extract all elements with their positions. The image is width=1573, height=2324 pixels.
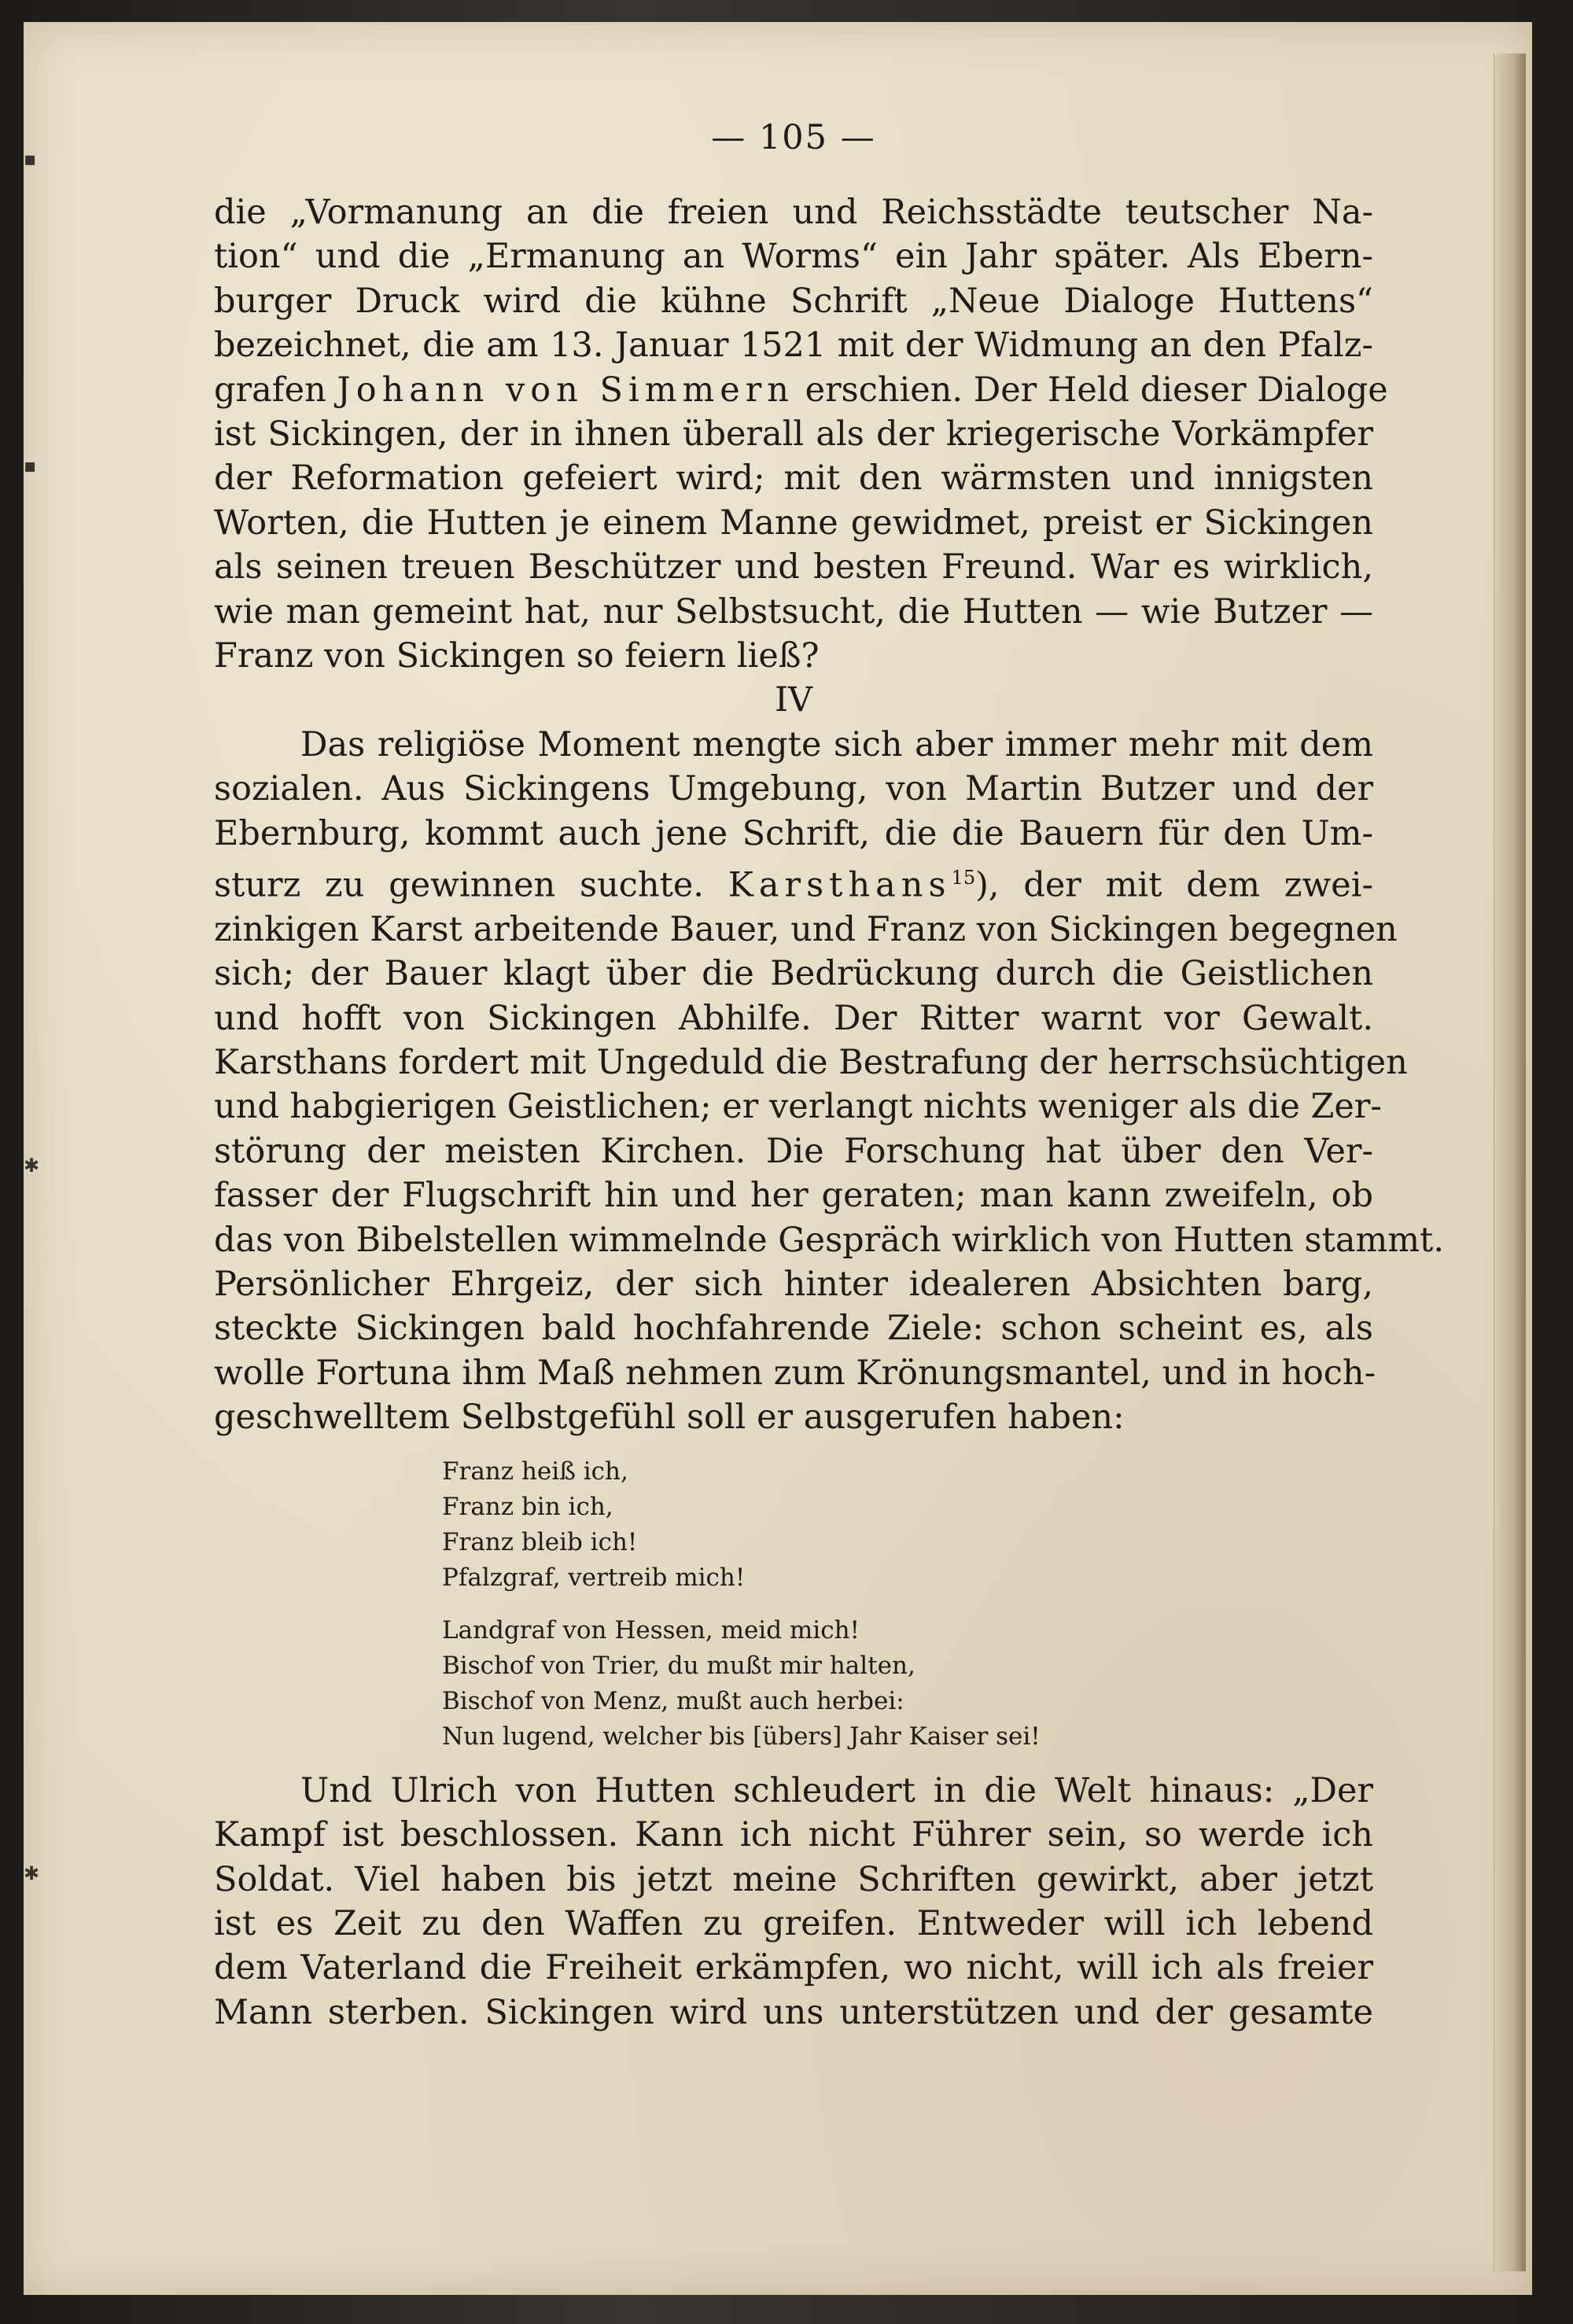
text-segment: erschien. Der Held dieser Dialoge bbox=[805, 370, 1388, 410]
text-segment: grafen bbox=[214, 370, 326, 410]
text-line: fasser der Flugschrift hin und her geraten; man kann zweifeln, ob bbox=[214, 1176, 1373, 1216]
verse-line: Nun lugend, welcher bis [übers] Jahr Kaiser sei! bbox=[442, 1722, 1041, 1751]
text-line: der Reformation gefeiert wird; mit den wärmsten und innigsten bbox=[214, 459, 1373, 499]
text-line: Franz von Sickingen so feiern ließ? bbox=[214, 636, 820, 676]
text-line: Kampf ist beschlossen. Kann ich nicht Führer sein, so werde ich bbox=[214, 1815, 1373, 1855]
text-line: tion“ und die „Ermanung an Worms“ ein Jahr später. Als Ebern- bbox=[214, 237, 1373, 277]
text-line: störung der meisten Kirchen. Die Forschung hat über den Ver- bbox=[214, 1131, 1373, 1171]
text-line: Worten, die Hutten je einem Manne gewidmet, preist er Sickingen bbox=[214, 503, 1373, 543]
binding-mark: ✱ bbox=[24, 1862, 40, 1884]
page-edge-stack bbox=[1494, 53, 1526, 2271]
paragraph-1 bbox=[214, 190, 1388, 678]
text-line: ist es Zeit zu den Waffen zu greifen. Entweder will ich lebend bbox=[214, 1903, 1373, 1943]
page-number: — 105 — bbox=[711, 118, 876, 157]
text-line: Karsthans fordert mit Ungeduld die Bestrafung der herrschsüchtigen bbox=[214, 1043, 1408, 1083]
binding-mark: ✱ bbox=[24, 1155, 40, 1177]
text-line: ist Sickingen, der in ihnen überall als der kriegerische Vorkämpfer bbox=[214, 414, 1373, 455]
text-line: Ebernburg, kommt auch jene Schrift, die die Bauern für den Um- bbox=[214, 813, 1373, 853]
paragraph-3 bbox=[214, 1769, 1373, 2035]
text-line: die „Vormanung an die freien und Reichsstädte teutscher Na- bbox=[214, 193, 1373, 232]
text-line: dem Vaterland die Freiheit erkämpfen, wo nicht, will ich als freier bbox=[214, 1948, 1373, 1988]
text-line: geschwelltem Selbstgefühl soll er ausgerufen haben: bbox=[214, 1398, 1125, 1438]
text-line: Und Ulrich von Hutten schleudert in die Welt hinaus: „Der bbox=[300, 1770, 1373, 1810]
text-line: Das religiöse Moment mengte sich aber immer mehr mit dem bbox=[300, 724, 1373, 764]
binding-mark: ▪ bbox=[24, 148, 37, 170]
text-line: sozialen. Aus Sickingens Umgebung, von Martin Butzer und der bbox=[214, 769, 1373, 809]
text-line: wolle Fortuna ihm Maß nehmen zum Krönungsmantel, und in hoch- bbox=[214, 1353, 1376, 1393]
spaced-name: Karsthans bbox=[728, 865, 952, 905]
section-heading: IV bbox=[774, 680, 813, 720]
verse-line: Landgraf von Hessen, meid mich! bbox=[442, 1615, 860, 1644]
footnote-ref: 15 bbox=[951, 867, 976, 889]
verse-line: Franz bin ich, bbox=[442, 1492, 613, 1521]
text-line bbox=[214, 856, 1373, 908]
verse-block bbox=[442, 1454, 1373, 1755]
text-line: Persönlicher Ehrgeiz, der sich hinter idealeren Absichten barg, bbox=[214, 1265, 1373, 1305]
text-line: als seinen treuen Beschützer und besten Freund. War es wirklich, bbox=[214, 547, 1373, 587]
text-line: das von Bibelstellen wimmelnde Gespräch wirklich von Hutten stammt. bbox=[214, 1220, 1444, 1260]
text-line: und hofft von Sickingen Abhilfe. Der Ritter warnt vor Gewalt. bbox=[214, 998, 1373, 1038]
text-line: Soldat. Viel haben bis jetzt meine Schriften gewirkt, aber jetzt bbox=[214, 1859, 1373, 1899]
text-line: sich; der Bauer klagt über die Bedrückung durch die Geistlichen bbox=[214, 954, 1373, 994]
text-line: und habgierigen Geistlichen; er verlangt nichts weniger als die Zer- bbox=[214, 1087, 1382, 1127]
binding-mark: ▪ bbox=[24, 455, 37, 477]
paragraph-2 bbox=[214, 723, 1444, 1440]
text-line: steckte Sickingen bald hochfahrende Ziele: schon scheint es, als bbox=[214, 1309, 1373, 1349]
verse-line: Bischof von Trier, du mußt mir halten, bbox=[442, 1651, 915, 1680]
page-content bbox=[214, 118, 1444, 2035]
text-line: wie man gemeint hat, nur Selbstsucht, die Hutten — wie Butzer — bbox=[214, 591, 1373, 632]
text-line: Mann sterben. Sickingen wird uns unterstützen und der gesamte bbox=[214, 1992, 1373, 2032]
text-segment: sturz zu gewinnen suchte. bbox=[214, 865, 704, 905]
verse-stanza-2 bbox=[442, 1613, 1373, 1755]
verse-line: Pfalzgraf, vertreib mich! bbox=[442, 1563, 746, 1592]
verse-stanza-1 bbox=[442, 1454, 1373, 1596]
text-line: burger Druck wird die kühne Schrift „Neue Dialoge Huttens“ bbox=[214, 281, 1373, 321]
verse-line: Franz heiß ich, bbox=[442, 1457, 628, 1486]
spaced-name: Johann von Simmern bbox=[337, 370, 794, 410]
text-segment: ), der mit dem zwei- bbox=[975, 865, 1373, 905]
text-line: zinkigen Karst arbeitende Bauer, und Franz von Sickingen begegnen bbox=[214, 909, 1398, 949]
text-line bbox=[214, 368, 1388, 412]
verse-line: Bischof von Menz, mußt auch herbei: bbox=[442, 1686, 904, 1715]
text-line: bezeichnet, die am 13. Januar 1521 mit der Widmung an den Pfalz- bbox=[214, 326, 1373, 366]
verse-line: Franz bleib ich! bbox=[442, 1527, 638, 1556]
